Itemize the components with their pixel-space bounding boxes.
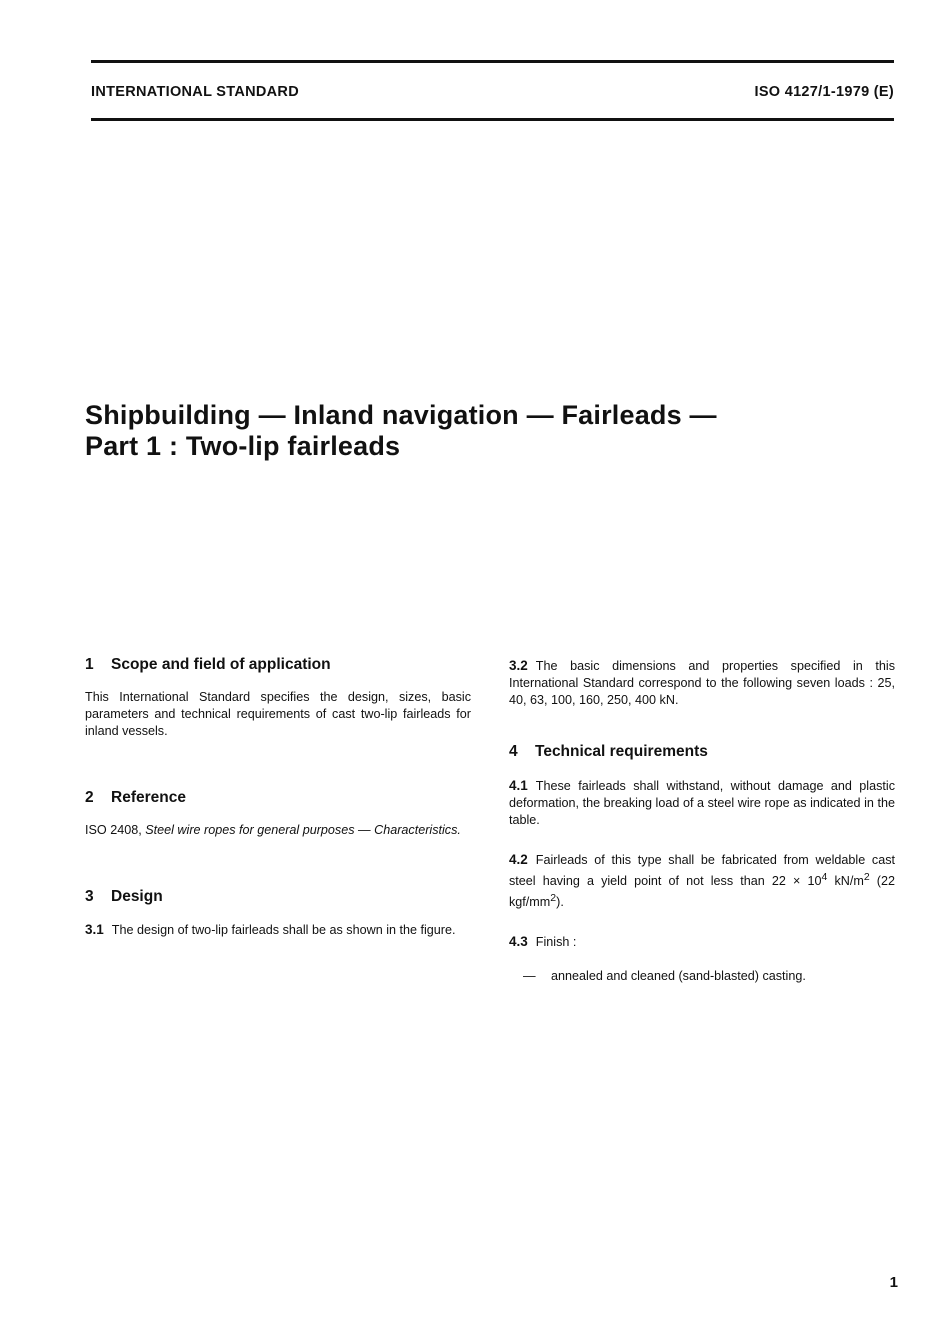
left-column [85,655,471,939]
section-1-heading [85,655,471,675]
clause-4-3-item-text: annealed and cleaned (sand-blasted) casting. [551,969,806,984]
clause-4-2-sup-3: 2 [550,892,557,905]
clause-3-2-text: The basic dimensions and properties specified in this International Standard correspond to the following seven loads : 25, 40, 63, 100, 160, 250, 400 kN. [509,659,895,707]
section-2-heading [85,788,471,808]
clause-4-3-list-item [509,968,895,985]
section-4-heading [509,742,895,762]
clause-3-1-text: The design of two-lip fairleads shall be as shown in the figure. [111,923,456,937]
reference-title: Steel wire ropes for general purposes — Characteristics. [145,823,461,837]
clause-3-2 [509,657,895,709]
clause-4-2-sup-2: 2 [863,871,870,883]
section-3-number: 3 [85,888,94,905]
clause-4-3 [509,933,895,951]
clause-4-2-text-d: ). [556,895,564,910]
clause-4-3-text: Finish : [535,935,577,950]
section-3-title: Design [111,888,163,905]
document-title [85,400,717,462]
clause-4-2-text-a: Fairleads of this type shall be fabricated from weldable cast steel having a yield point of not less than 22 × 10 [509,853,895,889]
section-1-title: Scope and field of application [111,656,331,673]
section-2-title: Reference [111,789,186,806]
clause-4-2-text-b: kN/m [827,874,864,889]
reference-id: ISO 2408, [85,823,142,837]
clause-4-1 [509,777,895,829]
section-1-text: This International Standard specifies the design, sizes, basic parameters and technical requirements of cast two-lip fairleads for inland vessels. [85,690,471,738]
right-column [509,657,895,985]
document-type-label: INTERNATIONAL STANDARD [91,84,299,100]
clause-3-2-number: 3.2 [509,658,528,673]
clause-4-2-sup-1: 4 [821,871,828,883]
title-line-1: Shipbuilding — Inland navigation — Fairleads — [85,400,717,430]
clause-4-2 [509,851,895,911]
standard-number: ISO 4127/1-1979 (E) [754,84,894,100]
section-3-heading [85,887,471,907]
clause-4-2-number: 4.2 [509,852,528,867]
clause-3-1-number: 3.1 [85,922,104,937]
clause-4-3-number: 4.3 [509,934,528,950]
section-4-number: 4 [509,743,518,760]
clause-4-1-number: 4.1 [509,778,528,793]
page-number: 1 [889,1274,898,1291]
header-bottom-rule [91,118,894,121]
section-4-title: Technical requirements [535,743,708,760]
section-1-number: 1 [85,656,94,673]
header-top-rule [91,60,894,63]
clause-4-2-text-c: (22 kgf/mm [509,874,896,910]
title-line-2: Part 1 : Two-lip fairleads [85,431,401,461]
clause-3-1 [85,921,471,939]
section-2-reference [85,822,471,839]
list-dash: — [523,969,536,984]
clause-4-1-text: These fairleads shall withstand, without damage and plastic deformation, the breaking load of a steel wire rope as indicated in the table. [509,779,895,827]
section-2-number: 2 [85,789,94,806]
